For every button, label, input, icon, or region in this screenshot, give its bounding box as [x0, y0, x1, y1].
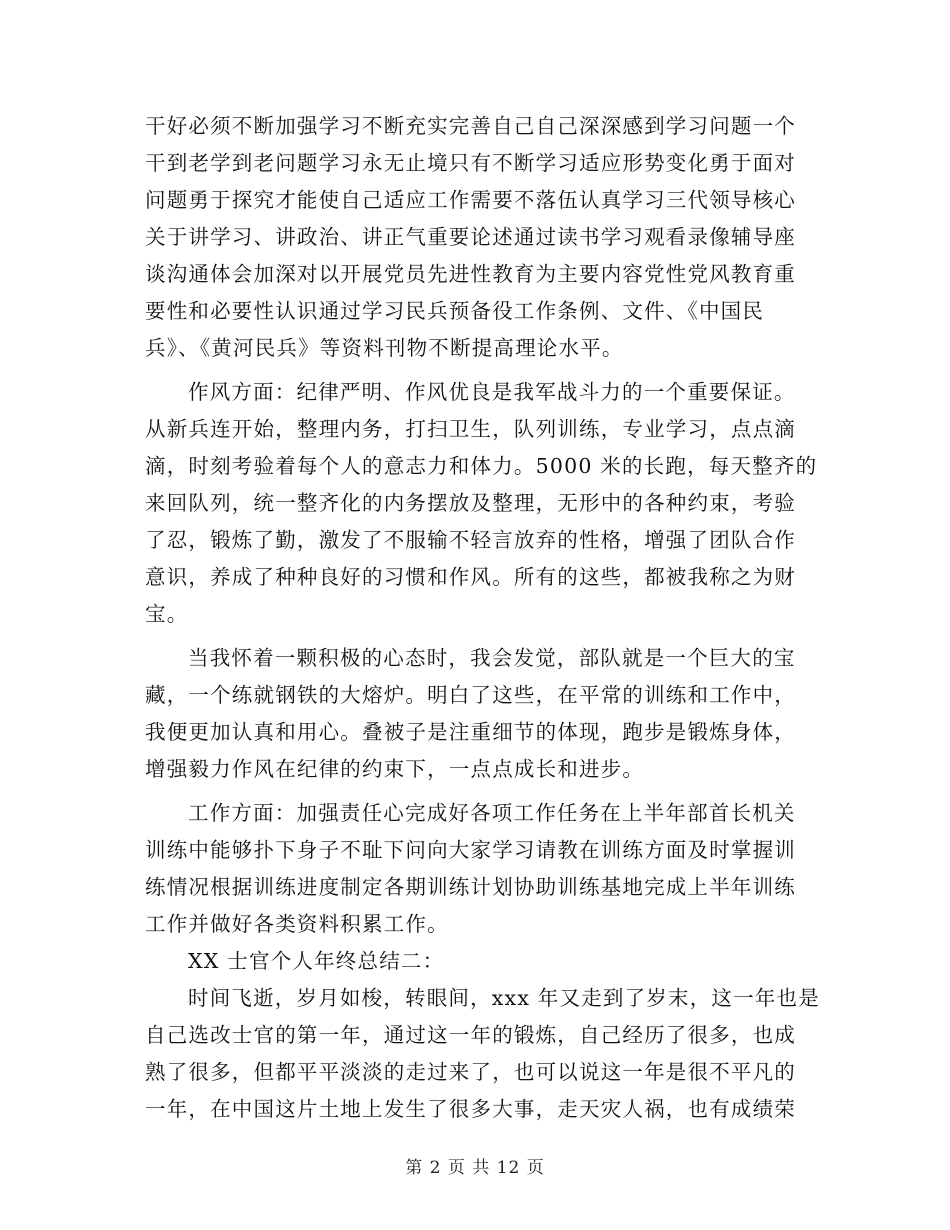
text-line: 谈沟通体会加深对以开展党员先进性教育为主要内容党性党风教育重 — [145, 262, 796, 286]
text-line: 训练中能够扑下身子不耻下问向大家学习请教在训练方面及时掌握训 — [145, 838, 796, 862]
text-line: 增强毅力作风在纪律的约束下，一点点成长和进步。 — [145, 757, 645, 781]
text-line: 作风方面：纪律严明、作风优良是我军战斗力的一个重要保证。 — [188, 380, 796, 404]
text-line: 了忍，锻炼了勤，激发了不服输不轻言放弃的性格，增强了团队合作 — [145, 528, 796, 552]
text-line: 意识，养成了种种良好的习惯和作风。所有的这些，都被我称之为财 — [145, 565, 796, 589]
text-line: 滴，时刻考验着每个人的意志力和体力。5000 米的长跑，每天整齐的 — [145, 454, 818, 478]
text-line: 要性和必要性认识通过学习民兵预备役工作条例、文件、《中国民 — [145, 299, 765, 323]
text-line: 工作并做好各类资料积累工作。 — [145, 912, 449, 936]
text-line: 干到老学到老问题学习永无止境只有不断学习适应形势变化勇于面对 — [145, 151, 796, 175]
text-line: XX 士官个人年终总结二： — [188, 949, 445, 973]
text-line: 问题勇于探究才能使自己适应工作需要不落伍认真学习三代领导核心 — [145, 188, 796, 212]
text-line: 自己选改士官的第一年，通过这一年的锻炼，自己经历了很多，也成 — [145, 1023, 796, 1047]
text-line: 干好必须不断加强学习不断充实完善自己自己深深感到学习问题一个 — [145, 114, 796, 138]
text-line: 我便更加认真和用心。叠被子是注重细节的体现，跑步是锻炼身体， — [145, 720, 796, 744]
text-line: 关于讲学习、讲政治、讲正气重要论述通过读书学习观看录像辅导座 — [145, 225, 796, 249]
text-line: 来回队列，统一整齐化的内务摆放及整理，无形中的各种约束，考验 — [145, 491, 796, 515]
text-line: 熟了很多，但都平平淡淡的走过来了，也可以说这一年是很不平凡的 — [145, 1060, 796, 1084]
text-line: 时间飞逝，岁月如梭，转眼间，xxx 年又走到了岁末，这一年也是 — [188, 986, 820, 1010]
text-line: 藏，一个练就钢铁的大熔炉。明白了这些，在平常的训练和工作中， — [145, 683, 796, 707]
text-line: 工作方面：加强责任心完成好各项工作任务在上半年部首长机关 — [188, 801, 796, 825]
paragraph-spacer — [145, 367, 825, 374]
text-line: 兵》、《黄河民兵》等资料刊物不断提高理论水平。 — [145, 336, 624, 360]
text-line: 练情况根据训练进度制定各期训练计划协助训练基地完成上半年训练 — [145, 875, 796, 899]
text-line: 从新兵连开始，整理内务，打扫卫生，队列训练，专业学习，点点滴 — [145, 417, 796, 441]
text-line: 当我怀着一颗积极的心态时，我会发觉，部队就是一个巨大的宝 — [188, 646, 796, 670]
document-body — [145, 108, 825, 1128]
paragraph-spacer — [145, 633, 825, 640]
paragraph-spacer — [145, 788, 825, 795]
page-footer: 第 2 页 共 12 页 — [405, 1158, 545, 1178]
text-line: 宝。 — [145, 602, 189, 626]
text-line: 一年，在中国这片土地上发生了很多大事，走天灾人祸，也有成绩荣 — [145, 1097, 796, 1121]
